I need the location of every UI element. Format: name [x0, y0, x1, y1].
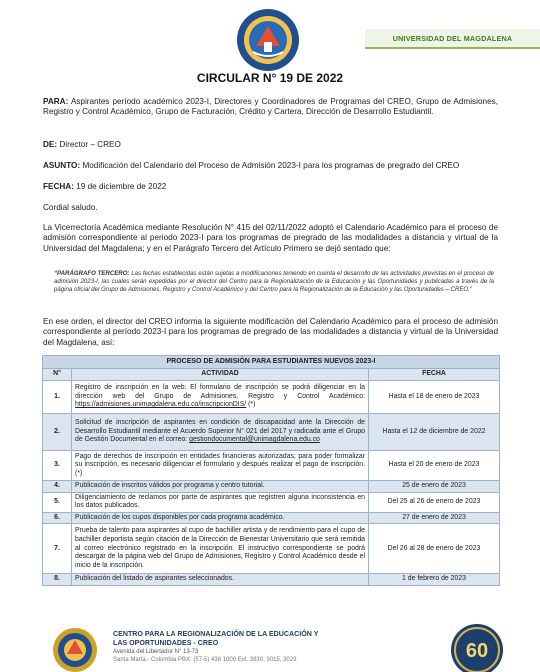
para-field	[43, 97, 498, 118]
row-activity-text: Registro de inscripción en la web: El formulario de inscripción se podrá diligenciar en la dirección web del Grupo de Admisiones, Registro y Control Académico:	[75, 384, 365, 400]
row-date: Del 25 al 26 de enero de 2023	[369, 492, 500, 512]
row-date: 1 de febrero de 2023	[369, 574, 500, 586]
quote-label: “PARÁGRAFO TERCERO:	[54, 270, 130, 277]
body-paragraph-2: En ese orden, el director del CREO informa la siguiente modificación del Calendario Académico para el proceso de admisión correspondiente al período 2023-I para los programas de pregrado de las modalidades a distancia y virtual de la Universidad del Magdalena, así:	[43, 317, 498, 347]
header-activity: ACTIVIDAD	[72, 369, 369, 381]
fecha-field	[43, 182, 498, 192]
row-date: Hasta el 18 de enero de 2023	[369, 381, 500, 414]
row-date: Hasta el 12 de diciembre de 2022	[369, 414, 500, 451]
table-row	[43, 481, 500, 493]
row-date: Del 26 al 28 de enero de 2023	[369, 524, 500, 574]
row-activity: Pago de derechos de inscripción en entidades financieras autorizadas; para poder formalizar su inscripción, es necesario diligenciar el formulario y después realizar el pago de inscripción. (*)	[72, 451, 369, 481]
row-activity: Publicación de los cupos disponibles por cada programa académico.	[72, 512, 369, 524]
quote-text: Las fechas establecidas están sujetas a modificaciones teniendo en cuenta el desarrollo de las actividades previstas en el proceso de admisión 2023-I, las cuales serán expedidas por el director del Centro para la Regionalización de la Educación y las Oportunidades y publicadas a través de la página oficial del Grupo de Admisiones, Registro y Control Académico y del Centro para la Regionalización de la Educación y las Oportunidades – CREO.”	[54, 270, 494, 294]
email-link[interactable]: gestiondocumental@unimagdalena.edu.co	[189, 436, 320, 444]
footer-contact-block	[113, 630, 413, 664]
row-number: 4.	[43, 481, 72, 493]
admission-schedule-table	[42, 355, 500, 586]
table-row	[43, 381, 500, 414]
badge-number: 60	[465, 640, 489, 662]
row-date: 27 de enero de 2023	[369, 512, 500, 524]
de-value: Director – CREO	[59, 140, 121, 149]
anniversary-60-badge	[445, 620, 509, 672]
row-number: 6.	[43, 512, 72, 524]
row-number: 8.	[43, 574, 72, 586]
row-number: 5.	[43, 492, 72, 512]
para-value: Aspirantes período académico 2023-I, Directores y Coordinadores de Programas del CREO, Grupo de Admisiones, Registro y Control Académico, Grupo de Facturación, Crédito y Cartera, Dirección de Desarrollo Estudiantil.	[43, 97, 498, 117]
greeting: Cordial saludo.	[43, 203, 98, 212]
row-activity-text: Solicitud de inscripción de aspirantes en condición de discapacidad ante la Dirección de Desarrollo Estudiantil mediante el Acuerdo Superior N° 021 del 2017 y radicada ante el Grupo de Gestión Documental en el correo:	[75, 419, 365, 444]
footer-phone: Santa Marta - Colombia PBX: (57-5) 438 1000 Ext. 3930, 3015, 3029	[113, 657, 297, 663]
row-date: 25 de enero de 2023	[369, 481, 500, 493]
para-label: PARA:	[43, 97, 69, 106]
table-row	[43, 524, 500, 574]
header-date: FECHA	[369, 369, 500, 381]
footer-address: Avenida del Libertador N° 13-73	[113, 649, 199, 655]
row-activity	[72, 381, 369, 414]
university-seal-footer-logo	[45, 624, 105, 672]
table-title: PROCESO DE ADMISIÓN PARA ESTUDIANTES NUEVOS 2023-I	[43, 356, 500, 369]
row-activity: Publicación de inscritos válidos por programa y centro tutorial.	[72, 481, 369, 493]
inscription-link[interactable]: https://admisiones.unimagdalena.edu.co/inscripcionDIS/	[75, 401, 247, 409]
row-number: 7.	[43, 524, 72, 574]
table-row	[43, 414, 500, 451]
row-number: 3.	[43, 451, 72, 481]
table-row	[43, 512, 500, 524]
fecha-label: FECHA:	[43, 182, 74, 191]
document-title: CIRCULAR N° 19 DE 2022	[196, 71, 344, 85]
footer-line-1: CENTRO PARA LA REGIONALIZACIÓN DE LA EDUCACIÓN Y	[113, 630, 319, 638]
row-activity-note: (*)	[246, 401, 256, 409]
row-activity: Prueba de talento para aspirantes al cupo de bachiller artista y de rendimiento para el cupo de bachiller deportista según citación de la Dirección de Bienestar Universitario que será remitida al correo electrónico registrado en la inscripción. El instructivo correspondiente se podrá descargar de la página web del Grupo de Admisiones, Registro y Control Académico desde el inicio de la inscripción.	[72, 524, 369, 574]
asunto-value: Modificación del Calendario del Proceso de Admisión 2023-I para los programas de pregrado del CREO	[82, 161, 460, 170]
row-activity	[72, 414, 369, 451]
header-number: N°	[43, 369, 72, 381]
body-paragraph-1: La Vicerrectoría Académica mediante Resolución N° 415 del 02/11/2022 adoptó el Calendario Académico para el proceso de admisión correspondiente al periodo 2023-I para los programas de pregrado de las modalidades a distancia y virtual de la Universidad del Magdalena; y en el Parágrafo Tercero del Artículo Primero se dejó sentado que:	[43, 223, 498, 253]
de-field	[43, 140, 498, 150]
de-label: DE:	[43, 140, 58, 149]
footer-line-2: LAS OPORTUNIDADES - CREO	[113, 639, 219, 647]
row-number: 2.	[43, 414, 72, 451]
paragraph-quote	[54, 270, 494, 295]
asunto-field	[43, 161, 498, 171]
row-activity: Diligenciamiento de reclamos por parte de aspirantes que registren alguna inconsistencia en los datos publicados.	[72, 492, 369, 512]
university-seal-logo	[236, 8, 300, 72]
row-activity: Publicación del listado de aspirantes seleccionados.	[72, 574, 369, 586]
fecha-value: 19 de diciembre de 2022	[76, 182, 167, 191]
row-date: Hasta el 20 de enero de 2023	[369, 451, 500, 481]
university-name-banner: UNIVERSIDAD DEL MAGDALENA	[365, 29, 540, 49]
table-header-row	[43, 369, 500, 381]
asunto-label: ASUNTO:	[43, 161, 81, 170]
table-row	[43, 492, 500, 512]
table-row	[43, 451, 500, 481]
table-row	[43, 574, 500, 586]
row-number: 1.	[43, 381, 72, 414]
